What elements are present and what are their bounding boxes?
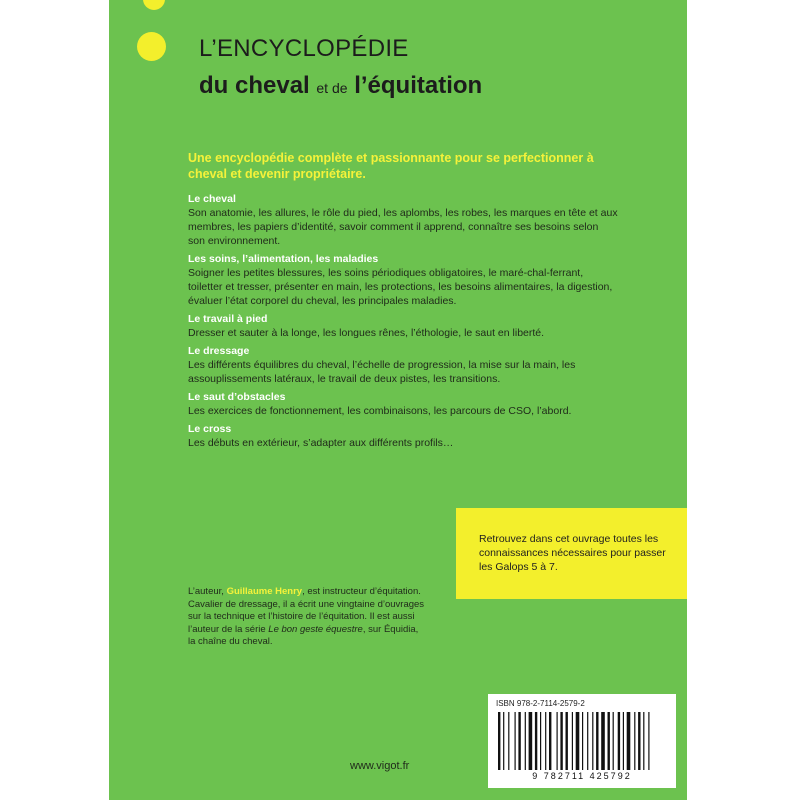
isbn-label: ISBN 978-2-7114-2579-2 [496, 699, 585, 708]
intro-text: Une encyclopédie complète et passionnante pour se perfectionner à cheval et devenir propriétaire. [188, 151, 594, 181]
callout-text: Retrouvez dans cet ouvrage toutes les connaissances nécessaires pour passer les Galops 5 à 7. [479, 533, 666, 573]
author-text-1: , est instructeur d’équitation. Cavalier de dressage, il a écrit une vingtaine d’ouvrages sur la technique et l’histoire de l’équitation. Il est aussi l’auteur de la série [188, 586, 425, 635]
section-heading: Le cross [188, 423, 232, 435]
section-horse [188, 192, 618, 248]
title-connector: et de [316, 80, 348, 96]
sections-list [188, 192, 618, 454]
green-cover-panel [109, 0, 687, 800]
yellow-dot-top [143, 0, 165, 10]
barcode-box [488, 694, 676, 788]
author-series: Le bon geste équestre [268, 623, 363, 635]
section-body: Les exercices de fonctionnement, les combinaisons, les parcours de CSO, l’abord. [188, 405, 572, 417]
title-bold-riding: l’équitation [354, 72, 483, 99]
section-cross [188, 422, 618, 450]
section-body: Les différents équilibres du cheval, l’échelle de progression, la mise sur la main, les assouplissements latéraux, le travail de deux pistes, les transitions. [188, 359, 576, 385]
title-line-2 [199, 72, 482, 100]
barcode-digits: 9 782711 425792 [532, 771, 632, 781]
section-heading: Le saut d’obstacles [188, 391, 286, 403]
section-body: Les débuts en extérieur, s’adapter aux différents profils… [188, 437, 454, 449]
section-heading: Le cheval [188, 193, 236, 205]
yellow-dot-title [137, 32, 166, 61]
author-name: Guillaume Henry [226, 586, 303, 597]
section-care [188, 252, 618, 308]
author-bio [188, 586, 428, 649]
callout-box [456, 508, 687, 599]
section-body: Dresser et sauter à la longe, les longues rênes, l’éthologie, le saut en liberté. [188, 327, 545, 339]
section-body: Soigner les petites blessures, les soins périodiques obligatoires, le maré-chal-ferrant, toiletter et tresser, présenter en main, les protections, les besoins alimentaires, la digestion, évaluer l’état corporel du cheval, les principales maladies. [188, 267, 613, 307]
section-heading: Le dressage [188, 345, 250, 357]
section-heading: Le travail à pied [188, 313, 268, 325]
section-groundwork [188, 312, 618, 340]
section-heading: Les soins, l’alimentation, les maladies [188, 253, 379, 265]
website-url: www.vigot.fr [350, 760, 410, 772]
section-jumping [188, 390, 618, 418]
title-bold-horse: du cheval [199, 72, 310, 99]
author-prefix: L’auteur, [188, 586, 224, 597]
title-line-1: L’ENCYCLOPÉDIE [199, 35, 409, 62]
section-dressage [188, 344, 618, 386]
barcode-icon [496, 712, 668, 770]
section-body: Son anatomie, les allures, le rôle du pied, les aplombs, les robes, les marques en tête et aux membres, les papiers d’identité, savoir comment il apprend, connaître ses besoins selon son environnement. [188, 207, 618, 247]
author-text-2: , sur Équidia, la chaîne du cheval. [188, 623, 419, 647]
